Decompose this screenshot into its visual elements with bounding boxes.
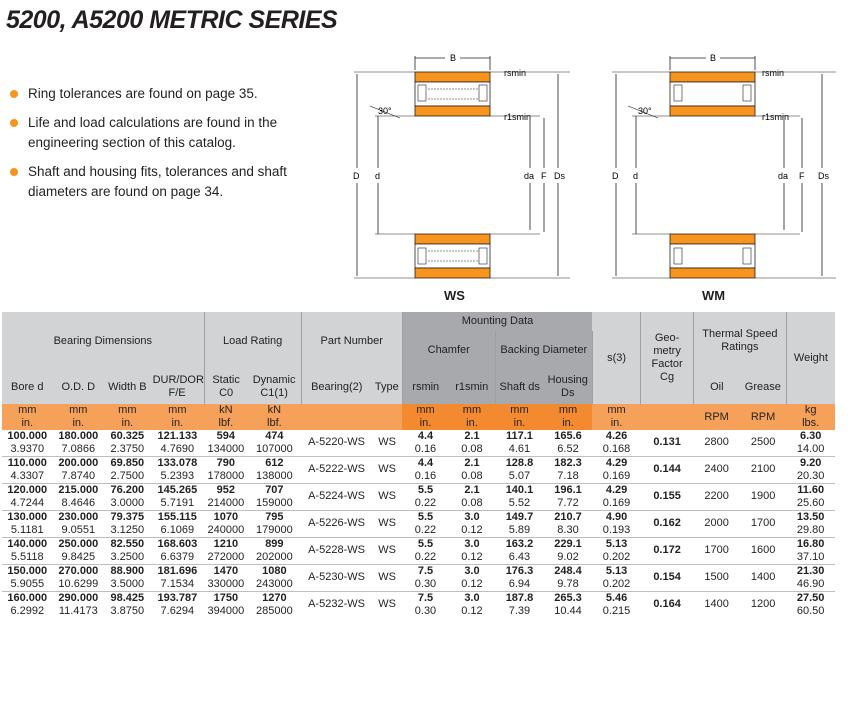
cell-rsmin: 7.5 0.30: [402, 565, 448, 592]
cell-od: 250.000 9.8425: [53, 538, 105, 565]
cell-static: 1210 272000: [204, 538, 247, 565]
cell-r1smin: 3.0 0.12: [449, 538, 495, 565]
col-r1smin: r1smin: [449, 370, 495, 404]
cell-weight: 13.50 29.80: [786, 511, 835, 538]
unit-cell: kg lbs.: [786, 404, 835, 430]
cell-dur: 181.696 7.1534: [151, 565, 205, 592]
cell-weight: 16.80 37.10: [786, 538, 835, 565]
cell-shaft: 140.1 5.52: [495, 484, 544, 511]
svg-text:d: d: [375, 171, 381, 181]
col-housing: Housing Ds: [544, 370, 593, 404]
cell-bearing: A-5230-WS: [301, 565, 372, 592]
cell-static: 1070 240000: [204, 511, 247, 538]
cell-dynamic: 795 179000: [248, 511, 302, 538]
cell-static: 1470 330000: [204, 565, 247, 592]
cell-housing: 210.7 8.30: [544, 511, 593, 538]
cell-weight: 9.20 20.30: [786, 457, 835, 484]
bullet-dot-icon: [10, 119, 18, 127]
cell-dynamic: 707 159000: [248, 484, 302, 511]
cell-type: WS: [372, 484, 402, 511]
svg-text:d: d: [633, 171, 639, 181]
cell-weight: 6.30 14.00: [796, 430, 825, 455]
cell-width: 60.325 2.3750: [110, 430, 145, 455]
cell-oil: 2200: [693, 484, 739, 511]
cell-rsmin: 5.5 0.22: [402, 484, 448, 511]
col-geometry-factor: Geo- metry Factor Cg: [641, 312, 694, 404]
cell-s: 4.29 0.169: [592, 484, 641, 511]
cell-od: 270.000 10.6299: [53, 565, 105, 592]
svg-text:da: da: [778, 171, 789, 181]
cell-cg: 0.154: [641, 565, 694, 592]
table-row: [2, 457, 835, 484]
table-row: [2, 592, 835, 619]
svg-text:F: F: [799, 171, 805, 181]
svg-text:r1smin: r1smin: [762, 112, 790, 122]
unit-cell: kN lbf.: [248, 404, 302, 430]
unit-cell: mm in.: [151, 404, 205, 430]
svg-text:r1smin: r1smin: [504, 112, 532, 122]
cell-r1smin: 3.0 0.12: [449, 511, 495, 538]
cell-type: WS: [372, 538, 402, 565]
cell-dur: 145.265 5.7191: [151, 484, 205, 511]
bullet-item: Shaft and housing fits, tolerances and shaft diameters are found on page 34.: [4, 162, 324, 202]
table-row: [2, 565, 835, 592]
table-row: [2, 484, 835, 511]
cell-bearing: A-5220-WS: [308, 436, 365, 448]
cell-width: 76.200 3.0000: [104, 484, 150, 511]
col-od: O.D. D: [61, 380, 96, 393]
cell-oil: 2400: [693, 457, 739, 484]
cell-rsmin: 4.4 0.16: [414, 430, 437, 455]
cell-bore: 150.000 5.9055: [2, 565, 53, 592]
table-header-row-3: [2, 370, 835, 404]
cell-housing: 182.3 7.18: [544, 457, 593, 484]
cell-grease: 1700: [740, 511, 786, 538]
cell-shaft: 149.7 5.89: [495, 511, 544, 538]
col-type: Type: [372, 370, 402, 404]
col-s: s(3): [592, 312, 641, 404]
cell-r1smin: 2.1 0.08: [461, 430, 483, 455]
cell-grease: 1400: [740, 565, 786, 592]
cell-shaft: 176.3 6.94: [495, 565, 544, 592]
cell-od: 200.000 7.8740: [53, 457, 105, 484]
table-header-row-1: [2, 312, 835, 331]
group-mounting-data: Mounting Data: [402, 312, 592, 331]
cell-rsmin: 4.4 0.16: [402, 457, 448, 484]
cell-dynamic: 612 138000: [248, 457, 302, 484]
col-width: Width B: [108, 380, 147, 393]
svg-text:B: B: [450, 53, 457, 63]
cell-dynamic: 899 202000: [248, 538, 302, 565]
cell-shaft: 187.8 7.39: [495, 592, 544, 619]
bullet-item: Life and load calculations are found in the engineering section of this catalog.: [4, 113, 324, 153]
svg-text:D: D: [353, 171, 360, 181]
cell-static: 952 214000: [204, 484, 247, 511]
col-dynamic: Dynamic C1(1): [248, 370, 302, 404]
unit-cell: mm in.: [449, 404, 495, 430]
cell-type: WS: [378, 436, 396, 448]
cell-r1smin: 2.1 0.08: [449, 484, 495, 511]
svg-text:30°: 30°: [638, 106, 652, 116]
group-chamfer: Chamfer: [402, 331, 495, 370]
table-row: [2, 430, 835, 457]
bullet-dot-icon: [10, 90, 18, 98]
bullet-dot-icon: [10, 168, 18, 176]
cell-weight: 21.30 46.90: [786, 565, 835, 592]
unit-cell: [641, 404, 694, 430]
unit-cell: mm in.: [592, 404, 641, 430]
cell-cg: 0.162: [641, 511, 694, 538]
cell-housing: 229.1 9.02: [544, 538, 593, 565]
col-shaft: Shaft ds: [495, 370, 544, 404]
cell-bearing: A-5222-WS: [301, 457, 372, 484]
bullet-list: [4, 84, 324, 211]
col-weight: Weight: [793, 351, 828, 364]
group-load-rating: Load Rating: [204, 312, 301, 370]
cell-housing: 165.6 6.52: [554, 430, 582, 455]
cell-static: 1750 394000: [204, 592, 247, 619]
ws-diagram-label: WS: [444, 288, 465, 303]
group-bearing-dimensions: Bearing Dimensions: [2, 312, 204, 370]
wm-bearing-diagram: [600, 48, 840, 288]
cell-s: 4.90 0.193: [592, 511, 641, 538]
page-title: 5200, A5200 METRIC SERIES: [6, 6, 338, 34]
group-part-number: Part Number: [301, 312, 402, 370]
cell-static: 594 134000: [207, 430, 245, 455]
cell-od: 230.000 9.0551: [53, 511, 105, 538]
cell-width: 98.425 3.8750: [104, 592, 150, 619]
cell-oil: 2800: [704, 436, 729, 448]
cell-oil: 1500: [693, 565, 739, 592]
group-thermal-speed: Thermal Speed Ratings: [693, 312, 786, 370]
col-static: Static C0: [212, 374, 240, 399]
col-rsmin: rsmin: [402, 370, 448, 404]
cell-dur: 121.133 4.7690: [157, 430, 198, 455]
cell-housing: 248.4 9.78: [544, 565, 593, 592]
cell-dynamic: 1080 243000: [248, 565, 302, 592]
cell-type: WS: [372, 592, 402, 619]
svg-text:B: B: [710, 53, 717, 63]
table-row: [2, 511, 835, 538]
cell-dur: 193.787 7.6294: [151, 592, 205, 619]
cell-s: 4.26 0.168: [602, 430, 631, 455]
cell-grease: 1600: [740, 538, 786, 565]
cell-grease: 2100: [740, 457, 786, 484]
cell-bore: 100.000 3.9370: [7, 430, 48, 455]
svg-text:Ds: Ds: [554, 171, 565, 181]
cell-rsmin: 5.5 0.22: [402, 511, 448, 538]
cell-grease: 1200: [740, 592, 786, 619]
cell-type: WS: [372, 511, 402, 538]
unit-cell: mm in.: [402, 404, 448, 430]
cell-r1smin: 3.0 0.12: [449, 592, 495, 619]
cell-dur: 133.078 5.2393: [151, 457, 205, 484]
unit-cell: mm in.: [104, 404, 150, 430]
svg-text:rsmin: rsmin: [762, 68, 784, 78]
cell-oil: 2000: [693, 511, 739, 538]
cell-s: 5.13 0.202: [592, 538, 641, 565]
cell-dynamic: 1270 285000: [248, 592, 302, 619]
cell-bore: 110.000 4.3307: [2, 457, 53, 484]
cell-weight: 11.60 25.60: [786, 484, 835, 511]
col-grease: Grease: [740, 370, 786, 404]
cell-shaft: 163.2 6.43: [495, 538, 544, 565]
cell-bearing: A-5232-WS: [301, 592, 372, 619]
cell-r1smin: 3.0 0.12: [449, 565, 495, 592]
cell-width: 69.850 2.7500: [104, 457, 150, 484]
group-backing-diameter: Backing Diameter: [495, 331, 592, 370]
col-oil: Oil: [710, 380, 724, 393]
cell-housing: 196.1 7.72: [544, 484, 593, 511]
cell-shaft: 117.1 4.61: [506, 430, 533, 455]
cell-housing: 265.3 10.44: [544, 592, 593, 619]
unit-cell: RPM: [693, 404, 739, 430]
unit-cell: [372, 404, 402, 430]
cell-bore: 120.000 4.7244: [2, 484, 53, 511]
cell-width: 82.550 3.2500: [104, 538, 150, 565]
col-dur: DUR/DOR F/E: [151, 370, 205, 404]
cell-weight: 27.50 60.50: [786, 592, 835, 619]
cell-od: 180.000 7.0866: [58, 430, 99, 455]
unit-cell: mm in.: [53, 404, 105, 430]
units-row: [2, 404, 835, 430]
cell-cg: 0.155: [641, 484, 694, 511]
cell-bore: 160.000 6.2992: [2, 592, 53, 619]
cell-dur: 168.603 6.6379: [151, 538, 205, 565]
cell-static: 790 178000: [204, 457, 247, 484]
cell-cg: 0.172: [641, 538, 694, 565]
cell-rsmin: 5.5 0.22: [402, 538, 448, 565]
ws-bearing-diagram: [340, 48, 570, 288]
cell-cg: 0.144: [641, 457, 694, 484]
unit-cell: [301, 404, 372, 430]
table-body: [2, 430, 835, 618]
cell-bearing: A-5224-WS: [301, 484, 372, 511]
col-bearing: Bearing(2): [311, 380, 363, 393]
svg-text:D: D: [612, 171, 619, 181]
cell-dur: 155.115 6.1069: [151, 511, 205, 538]
cell-width: 88.900 3.5000: [104, 565, 150, 592]
svg-text:da: da: [524, 171, 535, 181]
cell-type: WS: [372, 457, 402, 484]
bullet-item: Ring tolerances are found on page 35.: [4, 84, 324, 104]
cell-oil: 1400: [693, 592, 739, 619]
cell-s: 5.46 0.215: [592, 592, 641, 619]
col-bore: Bore d: [11, 380, 44, 393]
bearing-spec-table: [2, 312, 835, 618]
svg-text:F: F: [541, 171, 547, 181]
unit-cell: RPM: [740, 404, 786, 430]
cell-od: 290.000 11.4173: [53, 592, 105, 619]
svg-text:30°: 30°: [378, 106, 392, 116]
cell-dynamic: 474 107000: [256, 430, 293, 455]
cell-bore: 130.000 5.1181: [2, 511, 53, 538]
table-row: [2, 538, 835, 565]
cell-type: WS: [372, 565, 402, 592]
cell-cg: 0.131: [653, 436, 681, 448]
cell-bearing: A-5228-WS: [301, 538, 372, 565]
svg-text:rsmin: rsmin: [504, 68, 526, 78]
cell-r1smin: 2.1 0.08: [449, 457, 495, 484]
cell-s: 5.13 0.202: [592, 565, 641, 592]
cell-bearing: A-5226-WS: [301, 511, 372, 538]
unit-cell: mm in.: [2, 404, 53, 430]
cell-s: 4.29 0.169: [592, 457, 641, 484]
unit-cell: mm in.: [544, 404, 593, 430]
cell-cg: 0.164: [641, 592, 694, 619]
svg-text:Ds: Ds: [818, 171, 829, 181]
cell-grease: 1900: [740, 484, 786, 511]
cell-shaft: 128.8 5.07: [495, 457, 544, 484]
cell-width: 79.375 3.1250: [104, 511, 150, 538]
cell-od: 215.000 8.4646: [53, 484, 105, 511]
unit-cell: mm in.: [495, 404, 544, 430]
unit-cell: kN lbf.: [204, 404, 247, 430]
wm-diagram-label: WM: [702, 288, 726, 303]
cell-grease: 2500: [750, 436, 776, 448]
cell-rsmin: 7.5 0.30: [402, 592, 448, 619]
cell-oil: 1700: [693, 538, 739, 565]
cell-bore: 140.000 5.5118: [2, 538, 53, 565]
